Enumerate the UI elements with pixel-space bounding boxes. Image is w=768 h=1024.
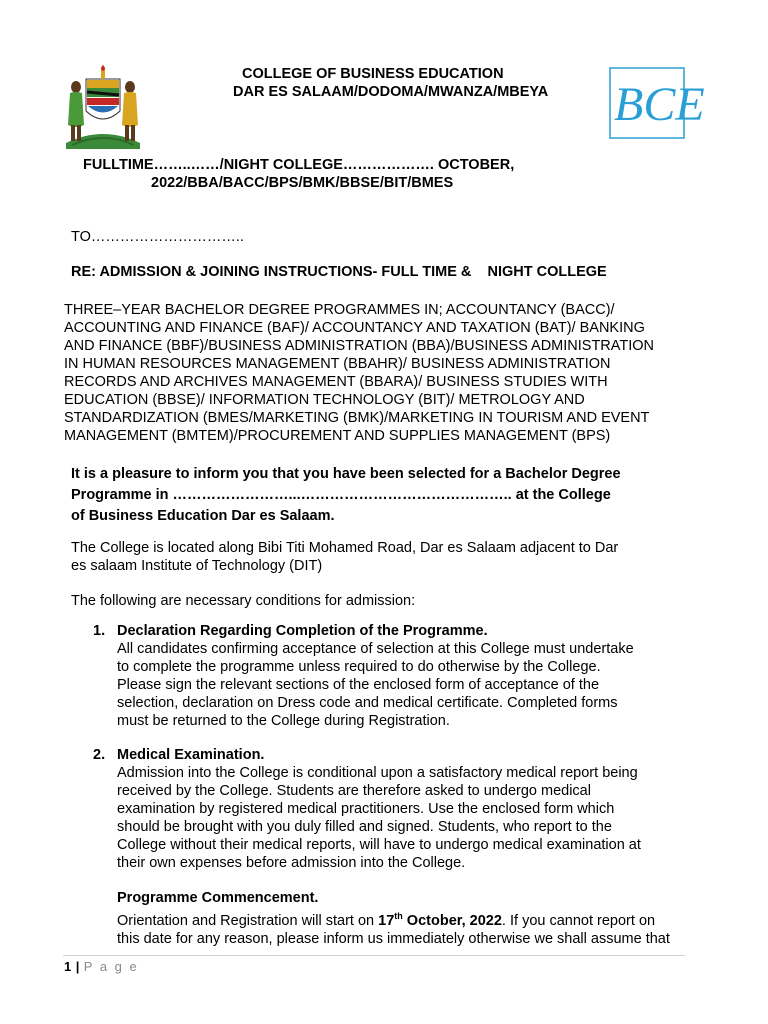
programmes-line: IN HUMAN RESOURCES MANAGEMENT (BBAHR)/ BUSINESS ADMINISTRATION xyxy=(64,356,611,372)
selection-line-2: Programme in ……………………...…………………………………….. at the College xyxy=(71,487,611,503)
conditions-intro: The following are necessary conditions for admission: xyxy=(71,593,416,609)
commencement-date-day: 17 xyxy=(378,912,395,929)
item-2-line: received by the College. Students are therefore asked to undergo medical xyxy=(117,783,591,799)
college-campuses: DAR ES SALAAM/DODOMA/MWANZA/MBEYA xyxy=(233,84,549,100)
item-2-body xyxy=(117,764,685,872)
commencement-line-1 xyxy=(117,907,685,930)
page-number: 1 xyxy=(64,959,72,974)
intake-line-2: 2022/BBA/BACC/BPS/BMK/BBSE/BIT/BMES xyxy=(151,175,454,191)
commencement-title: Programme Commencement. xyxy=(117,890,319,906)
item-2-number: 2. xyxy=(93,747,106,763)
item-1-line: Please sign the relevant sections of the enclosed form of acceptance of the xyxy=(117,677,600,693)
programmes-line: EDUCATION (BBSE)/ INFORMATION TECHNOLOGY (BIT)/ METROLOGY AND xyxy=(64,392,585,408)
footer-rule xyxy=(63,955,685,956)
selection-line-1: It is a pleasure to inform you that you have been selected for a Bachelor Degree xyxy=(71,466,621,482)
item-1-line: selection, declaration on Dress code and medical certificate. Completed forms xyxy=(117,695,618,711)
item-1-line: to complete the programme unless required to do otherwise by the College. xyxy=(117,659,601,675)
programmes-line: ACCOUNTING AND FINANCE (BAF)/ ACCOUNTANCY AND TAXATION (BAT)/ BANKING xyxy=(64,320,645,336)
item-1-number: 1. xyxy=(93,623,106,639)
commencement-body xyxy=(117,907,685,948)
commencement-line-1-post: . If you cannot report on xyxy=(501,912,656,929)
item-2-line: Admission into the College is conditional upon a satisfactory medical report being xyxy=(117,765,638,781)
item-2-line: College without their medical reports, will have to undergo medical examination at xyxy=(117,837,641,853)
selection-paragraph xyxy=(71,464,681,527)
programmes-line: THREE–YEAR BACHELOR DEGREE PROGRAMMES IN; ACCOUNTANCY (BACC)/ xyxy=(64,302,615,318)
item-2-title: Medical Examination. xyxy=(117,747,265,763)
commencement-line-1-pre: Orientation and Registration will start on xyxy=(117,912,379,929)
location-line-2: es salaam Institute of Technology (DIT) xyxy=(71,558,323,574)
college-name: COLLEGE OF BUSINESS EDUCATION xyxy=(242,66,504,82)
programmes-line: AND FINANCE (BBF)/BUSINESS ADMINISTRATION (BBA)/BUSINESS ADMINISTRATION xyxy=(64,338,655,354)
programmes-line: STANDARDIZATION (BMES/MARKETING (BMK)/MARKETING IN TOURISM AND EVENT xyxy=(64,410,650,426)
programmes-line: MANAGEMENT (BMTEM)/PROCUREMENT AND SUPPLIES MANAGEMENT (BPS) xyxy=(64,428,611,444)
page-label: P a g e xyxy=(83,959,139,974)
item-1-title: Declaration Regarding Completion of the Programme. xyxy=(117,623,488,639)
commencement-date-suffix: th xyxy=(394,911,403,921)
page-separator: | xyxy=(75,959,80,974)
item-2-line: should be brought with you duly filled and signed. Students, who report to the xyxy=(117,819,612,835)
cbe-logo-text: BCE xyxy=(614,78,705,131)
intake-line-1: FULLTIME……..……/NIGHT COLLEGE………………. OCTOBER, xyxy=(83,157,515,173)
commencement-date: October, 2022 xyxy=(402,912,502,929)
selection-line-3: of Business Education Dar es Salaam. xyxy=(71,508,335,524)
commencement-line-2: this date for any reason, please inform us immediately otherwise we shall assume that xyxy=(117,930,670,947)
item-1-body xyxy=(117,640,685,730)
item-2-line: their own expenses before admission into the College. xyxy=(117,855,466,871)
coat-of-arms-emblem xyxy=(62,65,144,150)
item-2-line: examination by registered medical practitioners. Use the enclosed form which xyxy=(117,801,615,817)
item-1-line: All candidates confirming acceptance of selection at this College must undertake xyxy=(117,641,634,657)
location-paragraph xyxy=(71,539,685,575)
programmes-paragraph xyxy=(64,301,686,445)
cbe-logo xyxy=(608,66,705,140)
page-footer xyxy=(64,958,139,976)
programmes-line: RECORDS AND ARCHIVES MANAGEMENT (BBARA)/ BUSINESS STUDIES WITH xyxy=(64,374,608,390)
subject-line: RE: ADMISSION & JOINING INSTRUCTIONS- FULL TIME & NIGHT COLLEGE xyxy=(71,264,607,280)
location-line-1: The College is located along Bibi Titi Mohamed Road, Dar es Salaam adjacent to Dar xyxy=(71,540,619,556)
item-1-line: must be returned to the College during Registration. xyxy=(117,713,450,729)
addressee-line: TO………………………….. xyxy=(71,229,244,245)
